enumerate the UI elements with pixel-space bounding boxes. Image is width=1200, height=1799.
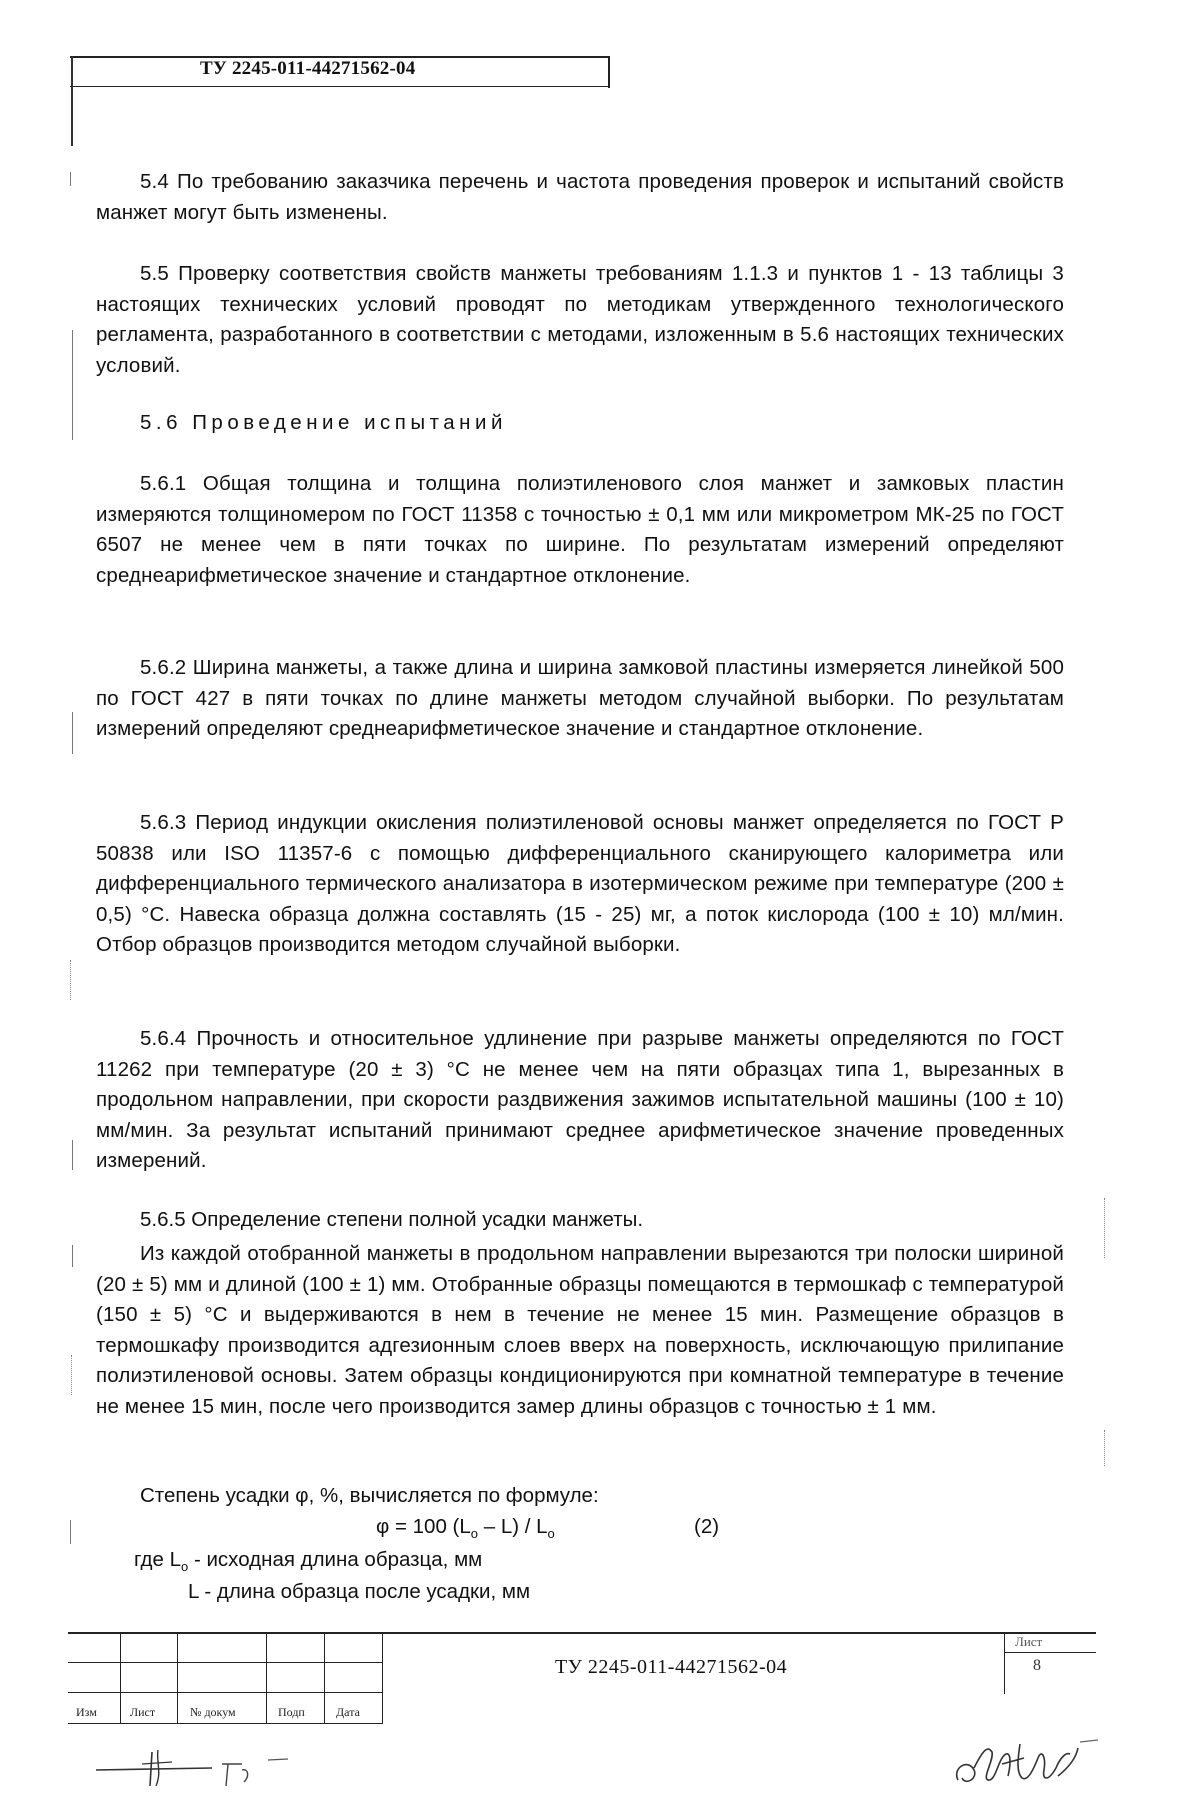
sheet-number: 8 [1033,1657,1041,1674]
stamp-col-list: Лист [130,1705,156,1719]
paragraph-5-6-1: 5.6.1 Общая толщина и толщина полиэтиленового слоя манжет и замковых пластин измеряются толщиномером по ГОСТ 11358 с точностью ± 0,1 мм или микрометром МК-25 по ГОСТ 6507 не менее чем в пяти точках по ширине. По результатам измерений определяют среднеарифметическое значение и стандартное отклонение. [96,472,1064,587]
formula-number: (2) [694,1515,720,1538]
where-l0-line [134,1548,482,1574]
scan-mark [1104,1430,1105,1466]
formula-subscript: o [470,1526,479,1542]
paragraph-5-5: 5.5 Проверку соответствия свойств манжеты требованиям 1.1.3 и пунктов 1 - 13 таблицы 3 настоящих технических условий проводят по методикам утвержденного технологического регламента, разработанного в соответствии с методами, изложенным в 5.6 настоящих технических условий. [96,262,1064,377]
where-l-line: L - длина образца после усадки, мм [188,1580,531,1603]
scan-mark [1104,1198,1105,1258]
where-l0-text: - исходная длина образца, мм [188,1548,483,1571]
stamp-grid-line [1004,1652,1096,1653]
left-margin-line [71,56,73,146]
formula-lhs: φ = 100 (L [376,1515,471,1538]
stamp-doc-code: ТУ 2245-011-44271562-04 [555,1656,788,1678]
stamp-grid-line [324,1634,325,1724]
sheet-label: Лист [1015,1634,1043,1649]
stamp-grid-line [68,1692,382,1693]
paragraph-5-6-4: 5.6.4 Прочность и относительное удлинение при разрыве манжеты определяются по ГОСТ 11262 при температуре (20 ± 3) °С не менее чем на пяти образцах типа 1, вырезанных в продольном направлении, при скорости раздвижения зажимов испытательной машины (100 ± 10) мм/мин. За результат испытаний принимают среднее арифметическое значение проведенных измерений. [96,1027,1064,1172]
scan-mark [72,1140,73,1170]
stamp-grid-line [382,1634,383,1724]
scan-mark [72,1245,73,1267]
formula-middle: – L) / L [478,1515,548,1538]
stamp-grid-line [177,1634,178,1724]
scan-mark [70,960,71,1000]
stamp-col-doc: № докум [190,1705,236,1719]
scan-mark [72,712,73,754]
header-doc-code: ТУ 2245-011-44271562-04 [200,58,416,79]
where-prefix: где L [134,1548,182,1571]
header-frame-underline [70,86,610,87]
scan-mark [72,330,73,440]
handwritten-signature-right [948,1728,1108,1794]
stamp-col-izm: Изм [76,1705,97,1719]
paragraph-5-6-3: 5.6.3 Период индукции окисления полиэтиленовой основы манжет определяется по ГОСТ Р 50838 или ISO 11357-6 с помощью дифференциального сканирующего калориметра или дифференциального термического анализатора в изотермическом режиме при температуре (200 ± 0,5) °С. Навеска образца должна составлять (15 - 25) мг, а поток кислорода (100 ± 10) мл/мин. Отбор образцов производится методом случайной выборки. [96,811,1064,956]
paragraph-5-4: 5.4 По требованию заказчика перечень и частота проведения проверок и испытаний свойств манжет могут быть изменены. [96,170,1064,224]
stamp-col-date: Дата [336,1705,360,1719]
paragraph-5-6-5-body: Из каждой отобранной манжеты в продольном направлении вырезаются три полоски шириной (20 ± 5) мм и длиной (100 ± 1) мм. Отобранные образцы помещаются в термошкаф с температурой (150 ± 5) °С и выдерживаются в нем в течение не менее 15 мин. Размещение образцов в термошкафу производится адгезионным слоев вверх на поверхность, исключающую прилипание полиэтиленовой основы. Затем образцы кондиционируются при комнатной температуре в течение не менее 15 мин, после чего производится замер длины образцов с точностью ± 1 мм. [96,1242,1064,1418]
section-heading-5-6: 5.6 Проведение испытаний [140,411,507,434]
handwritten-signature-left [92,1742,312,1792]
stamp-grid-line [68,1723,382,1724]
formula [376,1515,555,1541]
stamp-col-sign: Подп [278,1705,305,1719]
paragraph-5-6-5-title: 5.6.5 Определение степени полной усадки манжеты. [140,1208,644,1231]
stamp-grid-line [1004,1634,1005,1694]
formula-subscript: o [547,1526,555,1542]
scan-mark [70,172,71,186]
stamp-grid-line [266,1634,267,1724]
where-subscript: o [181,1559,189,1575]
formula-intro: Степень усадки φ, %, вычисляется по формуле: [140,1484,599,1507]
scan-mark [70,1520,71,1544]
paragraph-5-6-2: 5.6.2 Ширина манжеты, а также длина и ширина замковой пластины измеряется линейкой 500 по ГОСТ 427 в пяти точках по длине манжеты методом случайной выборки. По результатам измерений определяют среднеарифметическое значение и стандартное отклонение. [96,656,1064,740]
stamp-grid-line [120,1634,121,1724]
stamp-grid-line [68,1662,382,1663]
scan-mark [71,1355,72,1395]
